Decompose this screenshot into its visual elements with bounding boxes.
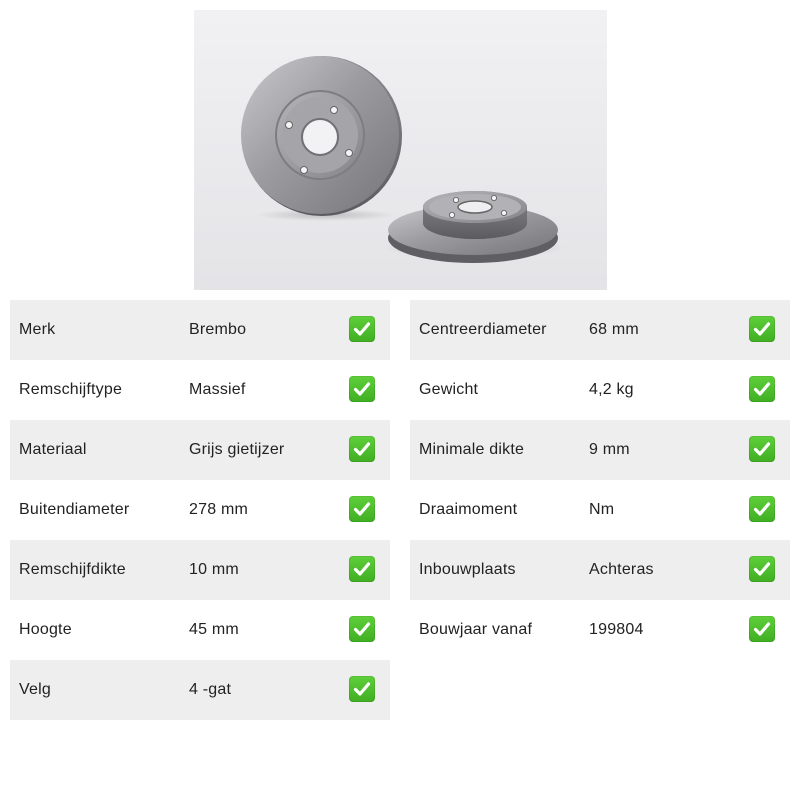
check-mark-icon [749, 316, 775, 342]
spec-value: Brembo [189, 321, 247, 338]
spec-label: Bouwjaar vanaf [419, 621, 533, 638]
spec-label: Hoogte [19, 621, 72, 638]
spec-label: Buitendiameter [19, 501, 130, 518]
spec-label: Minimale dikte [419, 441, 525, 458]
flat-brake-disc [382, 191, 566, 263]
check-mark-icon [349, 616, 375, 642]
spec-row-velg [10, 660, 390, 720]
spec-value: Achteras [589, 561, 654, 578]
check-mark-icon [349, 556, 375, 582]
spec-row-gewicht [410, 360, 790, 420]
upright-brake-disc [241, 56, 402, 221]
check-mark-icon [749, 556, 775, 582]
brake-disc-product-image [194, 10, 607, 290]
spec-row-bouwjaar-vanaf [410, 600, 790, 660]
spec-label: Merk [19, 321, 56, 338]
spec-table-left [10, 300, 390, 720]
spec-table-right [410, 300, 790, 660]
spec-row-buitendiameter [10, 480, 390, 540]
check-mark-icon [349, 496, 375, 522]
check-mark-icon [749, 436, 775, 462]
spec-label: Draaimoment [419, 501, 518, 518]
spec-row-remschijftype [10, 360, 390, 420]
spec-label: Gewicht [419, 381, 479, 398]
spec-row-inbouwplaats [410, 540, 790, 600]
spec-row-minimale-dikte [410, 420, 790, 480]
spec-label: Remschijfdikte [19, 561, 126, 578]
spec-row-remschijfdikte [10, 540, 390, 600]
check-mark-icon [349, 436, 375, 462]
spec-row-merk [10, 300, 390, 360]
check-mark-icon [349, 676, 375, 702]
check-mark-icon [749, 616, 775, 642]
spec-value: 278 mm [189, 501, 248, 518]
spec-value: Grijs gietijzer [189, 441, 285, 458]
spec-row-hoogte [10, 600, 390, 660]
spec-label: Remschijftype [19, 381, 123, 398]
spec-value: Nm [589, 501, 615, 518]
spec-label: Inbouwplaats [419, 561, 516, 578]
spec-value: 4 -gat [189, 681, 232, 698]
spec-label: Centreerdiameter [419, 321, 547, 338]
check-mark-icon [349, 316, 375, 342]
brake-disc-pair-illustration [194, 10, 607, 290]
spec-row-centreerdiameter [410, 300, 790, 360]
spec-value: 10 mm [189, 561, 239, 578]
spec-value: 68 mm [589, 321, 639, 338]
spec-value: Massief [189, 381, 246, 398]
check-mark-icon [349, 376, 375, 402]
spec-label: Materiaal [19, 441, 87, 458]
check-mark-icon [749, 496, 775, 522]
spec-value: 4,2 kg [589, 381, 634, 398]
spec-row-materiaal [10, 420, 390, 480]
spec-value: 199804 [589, 621, 644, 638]
spec-value: 45 mm [189, 621, 239, 638]
spec-row-draaimoment [410, 480, 790, 540]
spec-value: 9 mm [589, 441, 630, 458]
spec-label: Velg [19, 681, 51, 698]
check-mark-icon [749, 376, 775, 402]
